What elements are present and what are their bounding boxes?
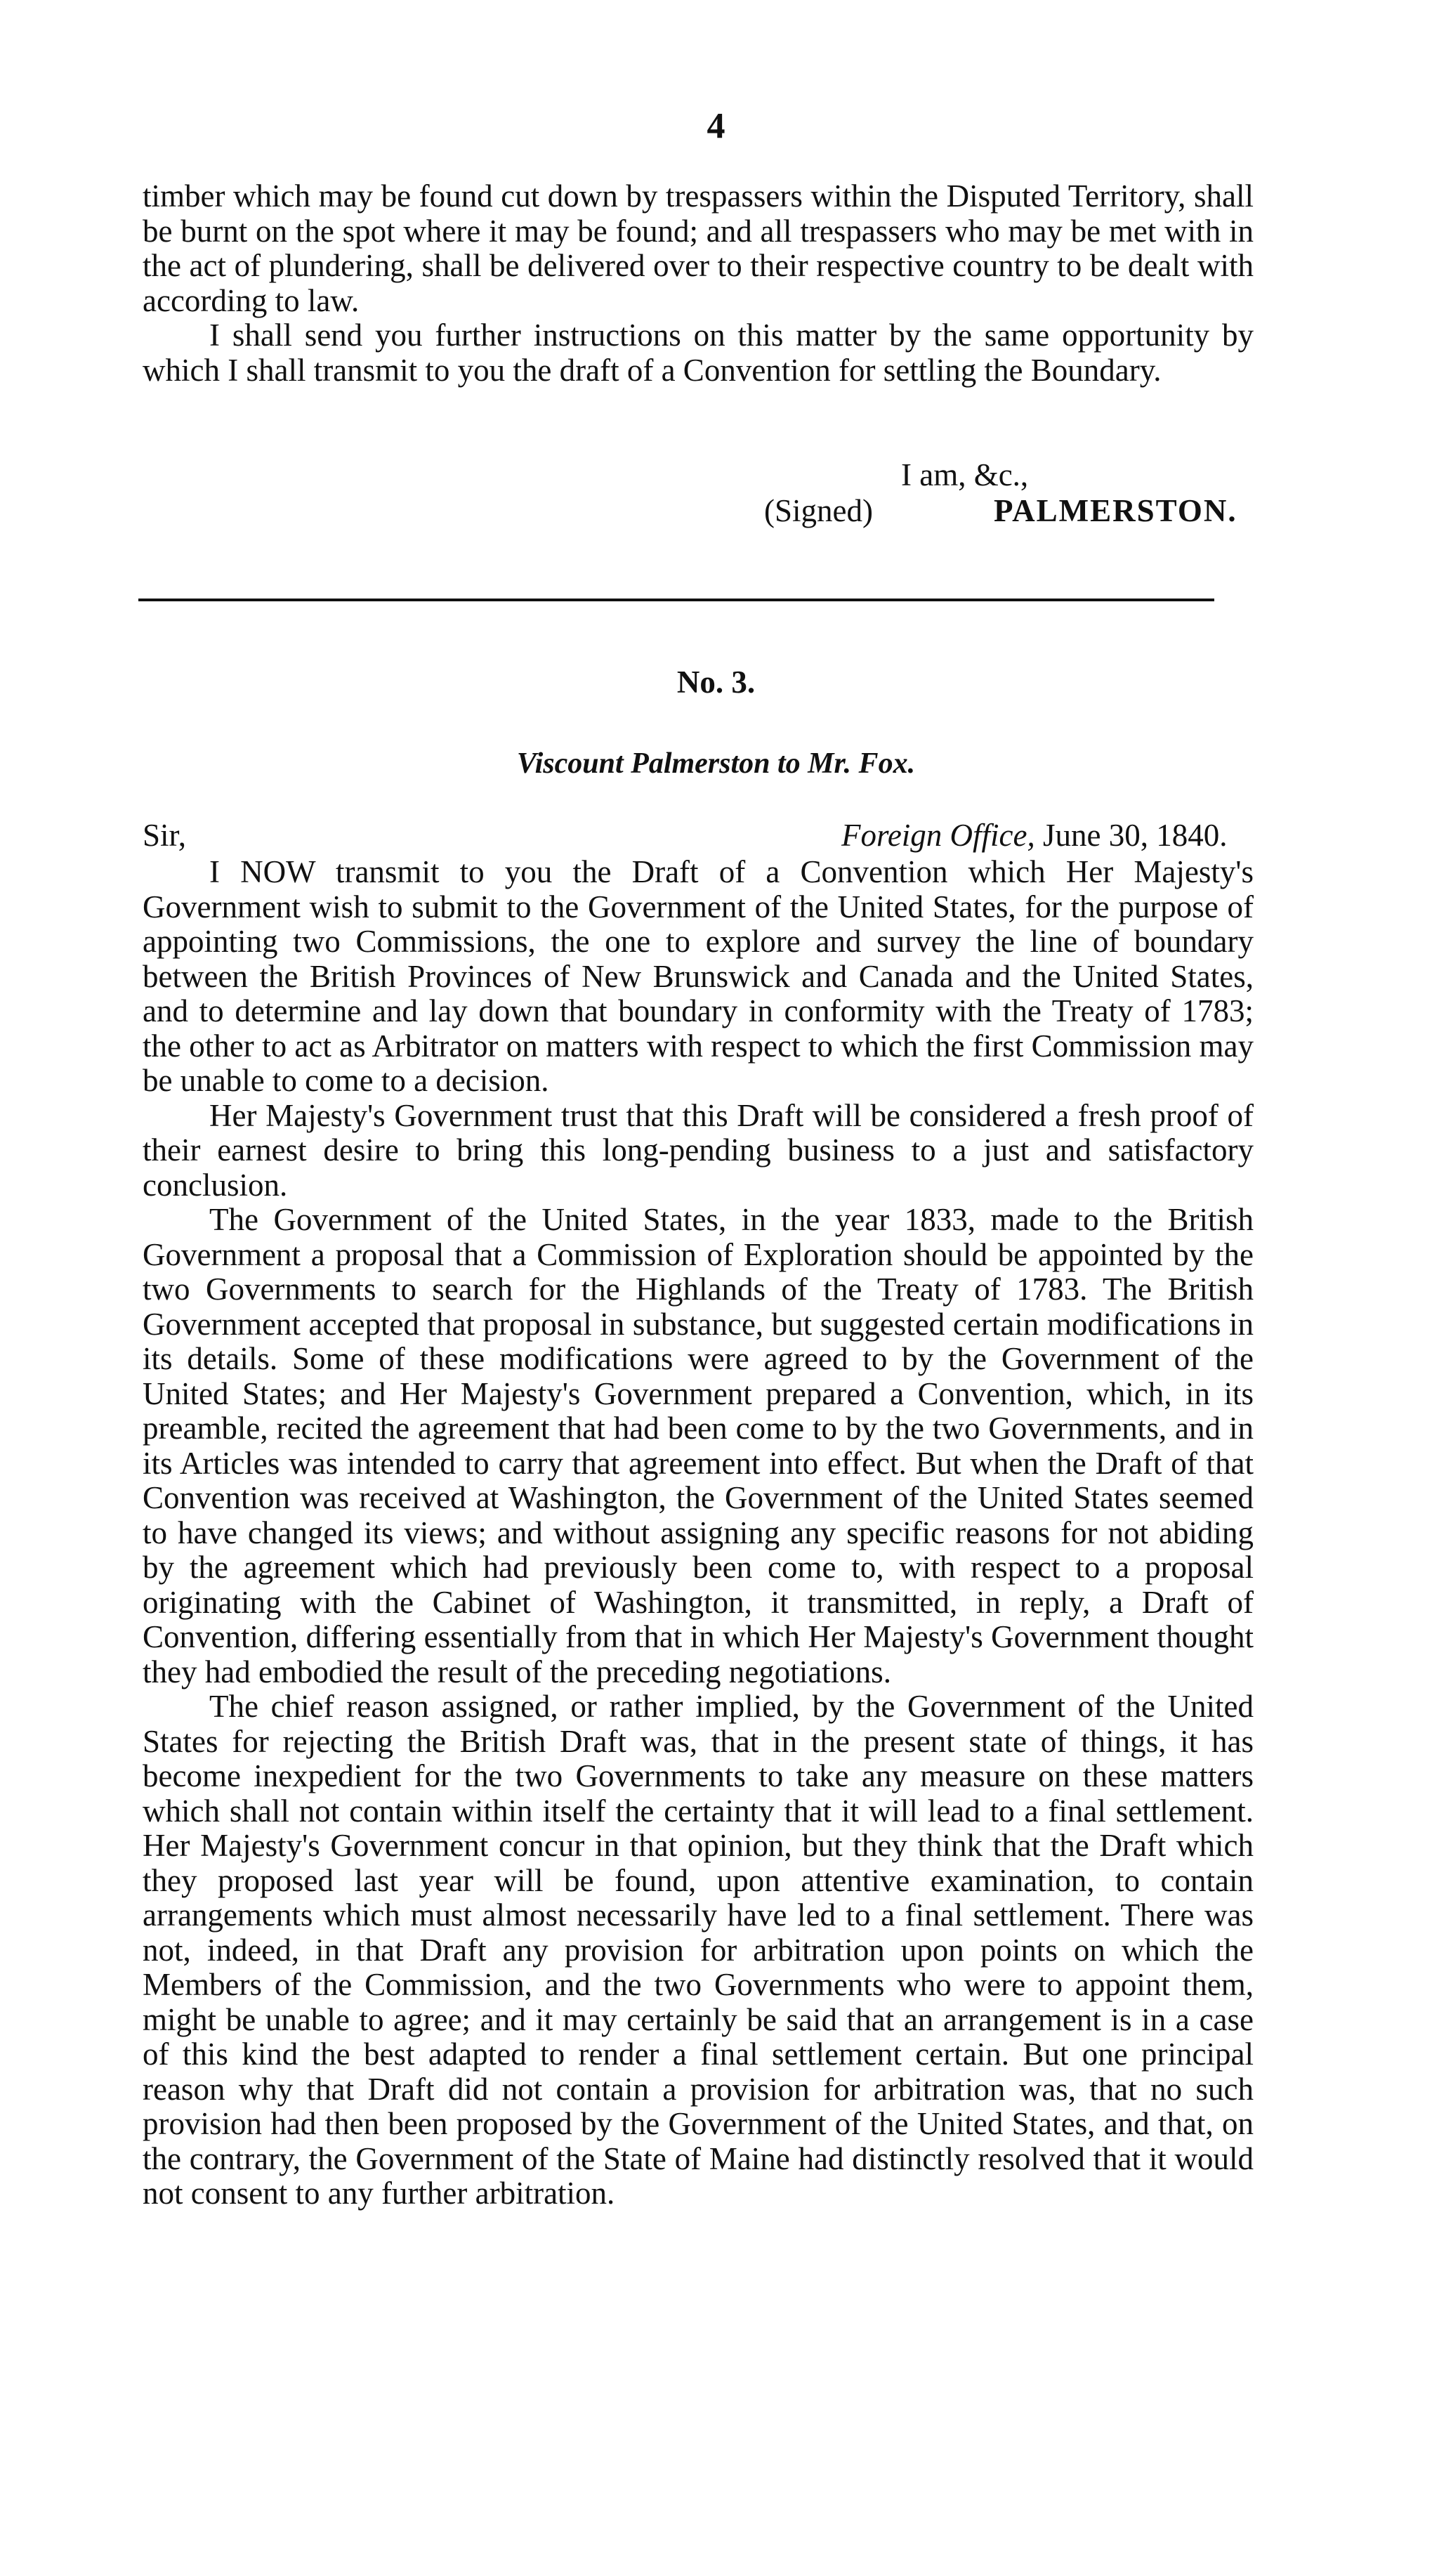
letter-body: [143, 855, 1254, 2211]
section-divider: [138, 599, 1214, 601]
letter-paragraph: Her Majesty's Government trust that this Draft will be considered a fresh proof of their earnest desire to bring this long-pending business to a just and satisfactory conclusion.: [143, 1097, 1254, 1203]
dateline: [841, 818, 1228, 854]
dateline-date: June 30, 1840.: [1043, 818, 1228, 853]
letter-paragraph: I NOW transmit to you the Draft of a Convention which Her Majesty's Government wish to submit to the Government of the United States, for the purpose of appointing two Commissions, the one to explore and survey the line of boundary between the British Provinces of New Brunswick and Canada and the United States, and to determine and lay down that boundary in conformity with the Treaty of 1783; the other to act as Arbitrator on matters with respect to which the first Commission may be unable to come to a decision.: [143, 854, 1254, 1098]
letter-number: No. 3.: [676, 665, 756, 700]
dateline-place: Foreign Office,: [841, 818, 1035, 853]
previous-letter-paragraph: timber which may be found cut down by trespassers within the Disputed Territory, shall be burnt on the spot where it may be found; and all trespassers who may be met with in the act of plundering, shall be delivered over to their respective country to be dealt with according to law.: [143, 178, 1254, 318]
previous-letter-paragraph: I shall send you further instructions on this matter by the same opportunity by which I shall transmit to you the draft of a Convention for settling the Boundary.: [143, 318, 1254, 388]
letter-closing: I am, &c.,: [901, 457, 1029, 492]
previous-letter-body: [143, 179, 1254, 388]
salutation: Sir,: [143, 818, 186, 853]
page-number: 4: [707, 106, 725, 146]
letter-paragraph: The chief reason assigned, or rather implied, by the Government of the United States for rejecting the British Draft was, that in the present state of things, it has become inexpedient for the two Governments to take any measure on these matters which shall not contain within itself the certainty that it will lead to a final settlement. Her Majesty's Government concur in that opinion, but they think that the Draft which they proposed last year will be found, upon attentive examination, to contain arrangements which must almost necessarily have led to a final settlement. There was not, indeed, in that Draft any provision for arbitration upon points on which the Members of the Commission, and the two Governments who were to appoint them, might be unable to agree; and it may certainly be said that an arrangement is in a case of this kind the best adapted to render a final settlement certain. But one principal reason why that Draft did not contain a provision for arbitration was, that no such provision had then been proposed by the Government of the United States, and that, on the contrary, the Government of the State of Maine had distinctly resolved that it would not consent to any further arbitration.: [143, 1689, 1254, 2211]
letter-heading: Viscount Palmerston to Mr. Fox.: [516, 747, 916, 780]
signed-label: (Signed): [764, 493, 873, 528]
letter-paragraph: The Government of the United States, in the year 1833, made to the British Government a proposal that a Commission of Exploration should be appointed by the two Governments to search for the Highlands of the Treaty of 1783. The British Government accepted that proposal in substance, but suggested certain modifications in its details. Some of these modifications were agreed to by the Government of the United States; and Her Majesty's Government prepared a Convention, which, in its preamble, recited the agreement that had been come to by the two Governments, and in its Articles was intended to carry that agreement into effect. But when the Draft of that Convention was received at Washington, the Government of the United States seemed to have changed its views; and without assigning any specific reasons for not abiding by the agreement which had previously been come to, with respect to a proposal originating with the Cabinet of Washington, it transmitted, in reply, a Draft of Convention, differing essentially from that in which Her Majesty's Government thought they had embodied the result of the preceding negotiations.: [143, 1202, 1254, 1689]
signature-name: PALMERSTON.: [994, 493, 1237, 528]
